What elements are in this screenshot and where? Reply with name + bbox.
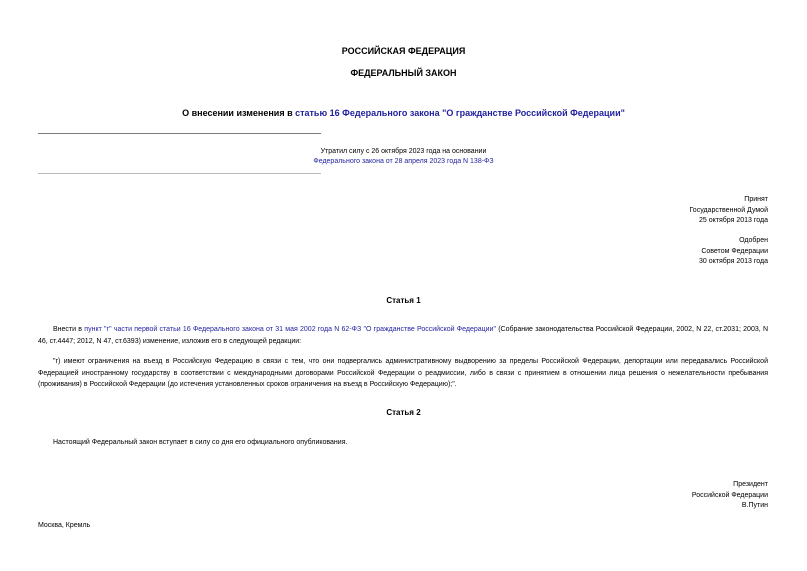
signature-title: Президент [733, 481, 768, 488]
signature-org: Российской Федерации [691, 491, 768, 499]
law-title [0, 108, 807, 118]
article1-p1-prefix: Внести в [53, 326, 85, 333]
approved-by: Советом Федерации [701, 247, 768, 255]
adoption-accepted [689, 195, 768, 227]
signing-place: Москва, Кремль [38, 522, 91, 529]
signature-block [692, 480, 768, 512]
adoption-approved [699, 236, 768, 268]
status-bottom-rule [38, 173, 321, 174]
accepted-label: Принят [744, 196, 768, 203]
law-title-prefix: О внесении изменения в [182, 108, 296, 118]
repeal-law-link[interactable]: Федерального закона от 28 апреля 2023 года N 138-ФЗ [313, 158, 494, 165]
signature-name: В.Путин [741, 502, 768, 509]
accepted-by: Государственной Думой [689, 206, 768, 214]
status-link-line [0, 156, 807, 168]
doc-type-heading: ФЕДЕРАЛЬНЫЙ ЗАКОН [350, 68, 457, 78]
article2-paragraph1: Настоящий Федеральный закон вступает в силу со дня его официального опубликования. [53, 439, 348, 446]
status-top-rule [38, 133, 321, 134]
article1-heading: Статья 1 [386, 296, 421, 305]
article1-p1-suffix: (Собрание законодательства Российской Федерации, 2002, N 22, ст.2031; 2003, N 46, ст.4447; 2012, N 47, ст.6393) изменение, изложив его в следующей редакции: [38, 326, 768, 345]
article1-paragraph2: "г) имеют ограничения на въезд в Российскую Федерацию в связи с тем, что они подвергались административному выдворению за пределы Российской Федерации, депортации или передавались Российской Федерацией иностранному государству в соответствии с международными договорами Российской Федерации о реадмиссии, либо в связи с принятием в отношении лица решения о нежелательности пребывания (проживания) в Российской Федерации (до истечения установленных сроков ограничения на въезд в Российскую Федерацию);". [38, 358, 768, 388]
article1-paragraph1 [38, 324, 768, 347]
approved-date: 30 октября 2013 года [699, 258, 768, 265]
approved-label: Одобрен [739, 237, 768, 244]
article1-amended-law-link[interactable]: пункт "г" части первой статьи 16 Федерального закона от 31 мая 2002 года N 62-ФЗ "О гражданстве Российской Федерации" [84, 326, 496, 333]
law-title-link[interactable]: статью 16 Федерального закона "О гражданстве Российской Федерации" [295, 108, 625, 118]
article2-heading: Статья 2 [386, 408, 421, 417]
status-line: Утратил силу с 26 октября 2023 года на основании [320, 148, 487, 155]
country-heading: РОССИЙСКАЯ ФЕДЕРАЦИЯ [341, 46, 466, 56]
accepted-date: 25 октября 2013 года [699, 217, 768, 224]
